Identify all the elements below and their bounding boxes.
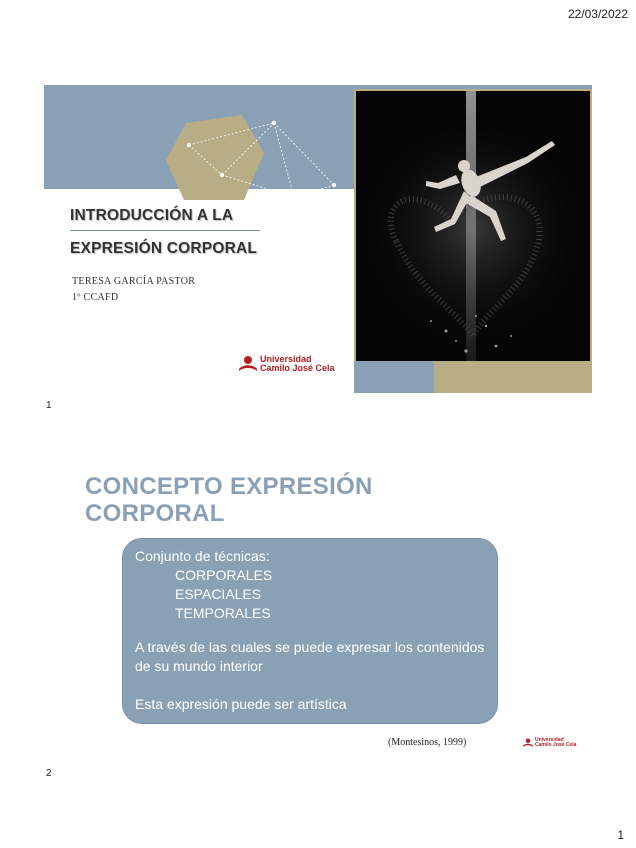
logo-line-1: Universidad	[535, 737, 564, 743]
slide-title-line-1: CONCEPTO EXPRESIÓN	[85, 473, 373, 500]
university-logo-icon	[238, 355, 258, 373]
box-paragraph-1: A través de las cuales se puede expresar los contenidos de su mundo interior	[135, 639, 485, 674]
course-label: 1º CCAFD	[72, 292, 119, 303]
slide-title	[85, 473, 445, 527]
dancer-photo	[356, 91, 590, 361]
page-number: 1	[617, 828, 624, 842]
author-name: TERESA GARCÍA PASTOR	[72, 276, 196, 287]
title-underline	[70, 230, 260, 231]
box-item: ESPACIALES	[175, 586, 262, 602]
logo-line-1: Universidad	[260, 354, 312, 364]
university-logo	[238, 355, 335, 374]
box-item: CORPORALES	[175, 567, 273, 583]
logo-line-2: Camilo José Cela	[535, 742, 577, 749]
slide-1	[44, 85, 592, 393]
photo-corner-accent	[354, 361, 434, 393]
box-paragraph-2: Esta expresión puede ser artística	[135, 696, 347, 712]
logo-line-2: Camilo José Cela	[260, 363, 335, 374]
box-intro: Conjunto de técnicas:	[135, 548, 270, 564]
slide-title-line-2: EXPRESIÓN CORPORAL	[70, 240, 258, 257]
citation: (Montesinos, 1999)	[388, 737, 467, 748]
concept-box	[122, 538, 498, 724]
slide-title-line-1: INTRODUCCIÓN A LA	[70, 207, 234, 224]
box-item: TEMPORALES	[175, 605, 271, 621]
university-logo	[522, 738, 576, 749]
university-logo-icon	[522, 738, 534, 748]
slide-number-1: 1	[46, 400, 52, 411]
geometric-decoration-icon	[164, 105, 354, 205]
slide-number-2: 2	[46, 768, 52, 779]
print-date: 22/03/2022	[567, 7, 628, 21]
slide-2	[44, 455, 592, 763]
slide-title-line-2: CORPORAL	[85, 500, 225, 527]
